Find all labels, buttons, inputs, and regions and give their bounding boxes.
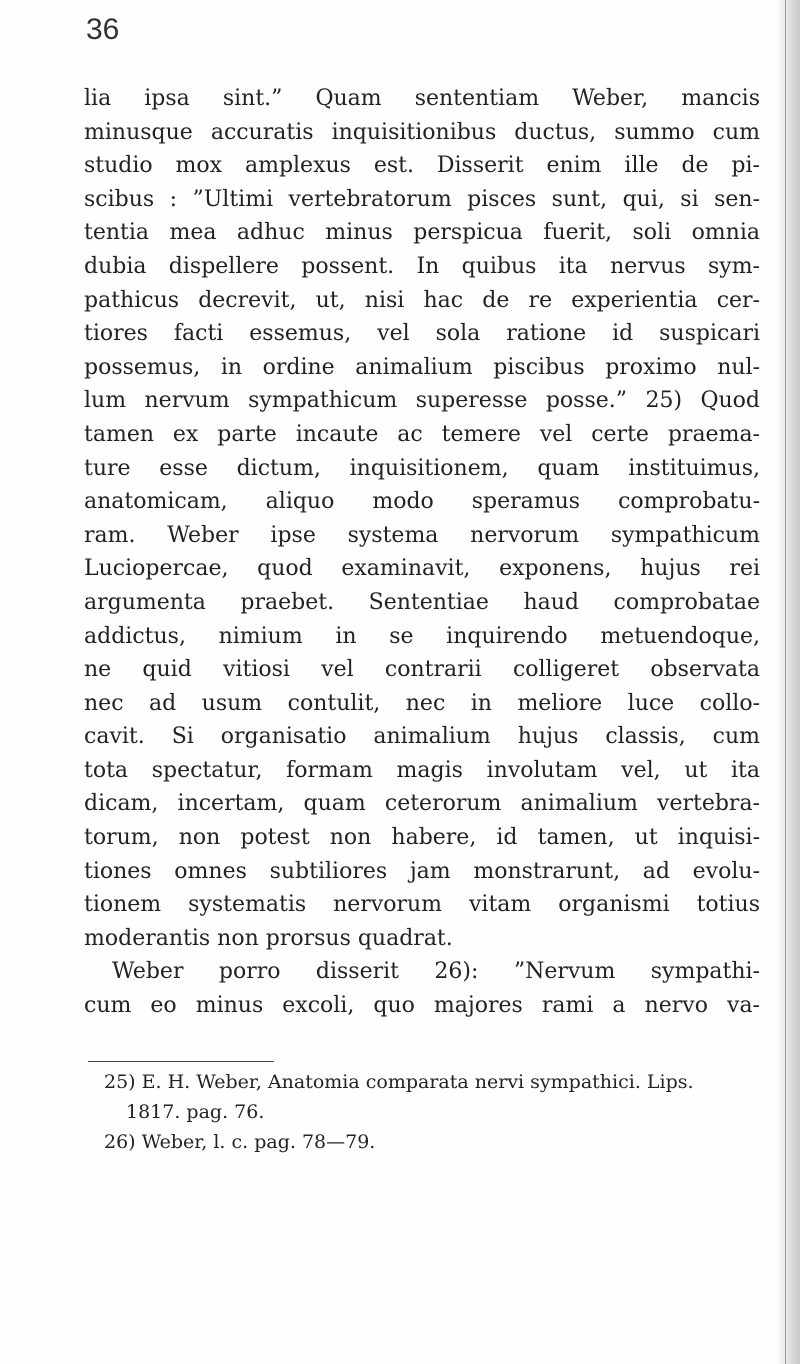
page-edge-line	[785, 0, 786, 1364]
text-line: scibus : ”Ultimi vertebratorum pisces sunt, qui, si sen-	[84, 186, 760, 212]
text-line: tentia mea adhuc minus perspicua fuerit, soli omnia	[84, 220, 760, 246]
text-line: lia ipsa sint.” Quam sententiam Weber, mancis	[84, 86, 760, 111]
text-line: minusque accuratis inquisitionibus ductus, summo cum	[84, 119, 760, 145]
page-number: 36	[86, 13, 120, 46]
text-line: moderantis non prorsus quadrat.	[84, 925, 453, 951]
text-line: pathicus decrevit, ut, nisi hac de re experientia cer-	[84, 287, 760, 313]
text-line: ram. Weber ipse systema nervorum sympathicum	[84, 522, 760, 548]
text-line: tiores facti essemus, vel sola ratione id suspicari	[84, 321, 760, 347]
text-line: addictus, nimium in se inquirendo metuendoque,	[84, 623, 760, 649]
page-edge-shadow	[778, 0, 800, 1364]
footnotes	[104, 1067, 764, 1157]
text-line: ture esse dictum, inquisitionem, quam instituimus,	[84, 455, 760, 481]
text-line: lum nervum sympathicum superesse posse.” 25) Quod	[84, 388, 760, 414]
footnote-divider	[88, 1061, 274, 1062]
text-line: cavit. Si organisatio animalium hujus classis, cum	[84, 724, 760, 750]
footnote-25: 25) E. H. Weber, Anatomia comparata nervi sympathici. Lips.	[104, 1071, 694, 1093]
text-line: possemus, in ordine animalium piscibus proximo nul-	[84, 354, 760, 380]
text-line: anatomicam, aliquo modo speramus comprobatu-	[84, 489, 760, 515]
text-line: studio mox amplexus est. Disserit enim ille de pi-	[84, 153, 760, 179]
text-line: nec ad usum contulit, nec in meliore luce collo-	[84, 690, 760, 716]
text-line: Luciopercae, quod examinavit, exponens, hujus rei	[84, 556, 760, 582]
text-line: cum eo minus excoli, quo majores rami a nervo va-	[84, 993, 760, 1019]
text-line: dicam, incertam, quam ceterorum animalium vertebra-	[84, 791, 760, 817]
text-line: dubia dispellere possent. In quibus ita nervus sym-	[84, 253, 760, 279]
text-line: tota spectatur, formam magis involutam vel, ut ita	[84, 757, 760, 783]
footnote-25-continued: 1817. pag. 76.	[126, 1101, 265, 1123]
text-line: ne quid vitiosi vel contrarii colligeret observata	[84, 657, 760, 683]
text-line: tiones omnes subtiliores jam monstrarunt, ad evolu-	[84, 858, 760, 884]
text-line: Weber porro disserit 26): ”Nervum sympathi-	[112, 959, 760, 985]
text-line: tamen ex parte incaute ac temere vel certe praema-	[84, 421, 760, 447]
text-line: argumenta praebet. Sententiae haud comprobatae	[84, 589, 760, 615]
text-line: torum, non potest non habere, id tamen, ut inquisi-	[84, 825, 760, 851]
text-line: tionem systematis nervorum vitam organismi totius	[84, 892, 760, 918]
footnote-26: 26) Weber, l. c. pag. 78—79.	[104, 1131, 376, 1153]
body-text	[84, 82, 760, 1023]
